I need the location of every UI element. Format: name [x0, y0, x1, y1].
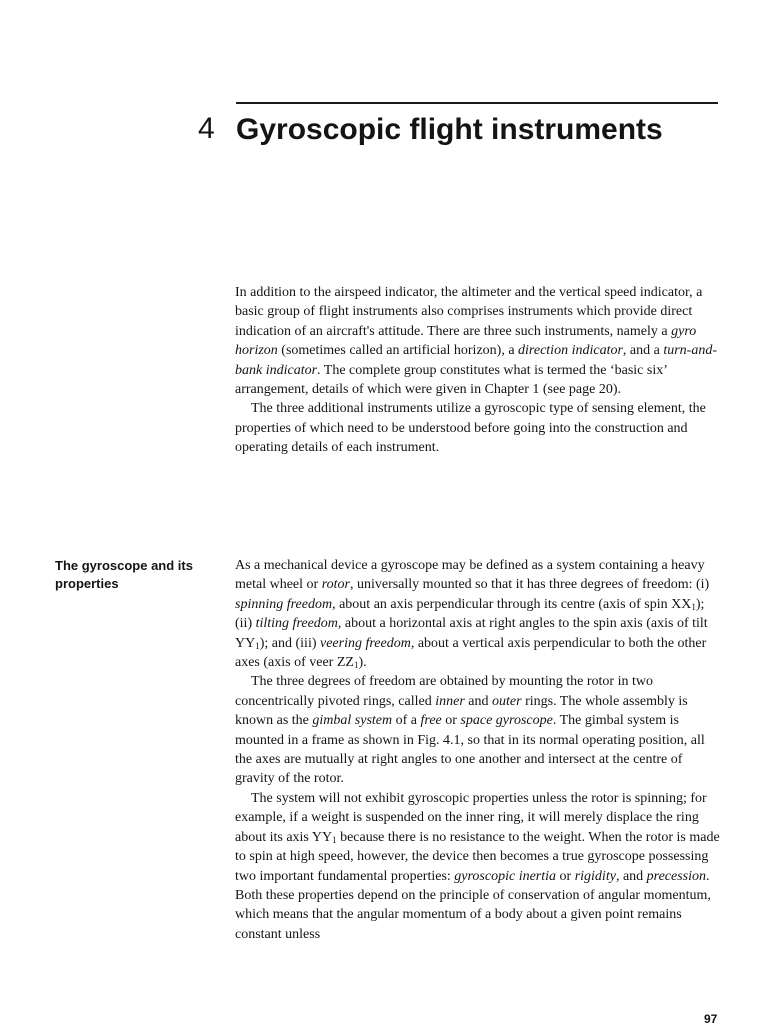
italic-term: outer [492, 693, 522, 709]
intro-paragraph: The three additional instruments utilize a gyroscopic type of sensing element, the properties of which need to be understood before going into the construction and operating details of each instrument. [235, 401, 706, 456]
section-paragraph: The three degrees of freedom are obtained by mounting the rotor in two concentrically pivoted rings, called inner and outer rings. The whole assembly is known as the gimbal system of a free or space gyroscope. The gimbal system is mounted in a frame as shown in Fig. 4.1, so that in its normal operating position, all the axes are mutually at right angles to one another and intersect at the centre of gravity of the rotor. [235, 674, 705, 787]
italic-term: precession [646, 868, 707, 884]
subscript: 1 [691, 601, 696, 612]
subscript: 1 [332, 834, 337, 845]
italic-term: free [420, 713, 442, 729]
subscript: 1 [353, 660, 359, 671]
italic-term: gyro horizon [235, 323, 697, 359]
italic-term: tilting freedom [255, 616, 338, 632]
chapter-title: Gyroscopic flight instruments [236, 113, 663, 146]
subscript: 1 [255, 640, 260, 651]
italic-term: gyroscopic inertia [454, 868, 557, 884]
section-paragraph: The system will not exhibit gyroscopic properties unless the rotor is spinning; for example, if a weight is suspended on the inner ring, it will merely displace the ring about its axis $YY_1$ because there is no resistance to the weight. When the rotor is made to spin at high speed, however, the device then becomes a true gyroscope possessing two important fundamental properties: gyroscopic inertia or rigidity, and precession. Both these properties depend on the principle of conservation of angular momentum, which means that the angular momentum of a body about a given point remains constant unless [235, 790, 720, 942]
italic-term: veering freedom [320, 635, 411, 651]
section-text [235, 556, 723, 944]
chapter-rule [236, 102, 718, 104]
section-paragraph: As a mechanical device a gyroscope may be defined as a system containing a heavy metal wheel or rotor, universally mounted so that it has three degrees of freedom: (i) spinning freedom, about an axis perpendicular through its centre (axis of spin $XX_1$); (ii) tilting freedom, about a horizontal axis at right angles to the spin axis (axis of tilt $YY_1$); and (iii) veering freedom, about a vertical axis perpendicular to both the other axes (axis of veer $ZZ_1$). [235, 558, 710, 671]
italic-term: direction indicator [518, 343, 623, 359]
italic-term: gimbal system [312, 713, 393, 729]
italic-term: turn-and-bank indicator [235, 343, 718, 378]
italic-term: space gyroscope [460, 713, 553, 729]
intro-paragraph: In addition to the airspeed indicator, the altimeter and the vertical speed indicator, a basic group of flight instruments also comprises instruments which provide direct indication of an aircraft's attitude. There are three such instruments, namely a gyro horizon (sometimes called an artificial horizon), a direction indicator, and a turn-and-bank indicator. The complete group constitutes what is termed the ‘basic six’ arrangement, details of which were given in Chapter 1 (see page 20). [235, 285, 718, 398]
italic-term: spinning freedom [235, 596, 333, 612]
italic-term: inner [435, 693, 465, 709]
italic-term: rotor [321, 577, 350, 593]
section-heading: The gyroscope and its properties [55, 558, 193, 591]
page-number: 97 [704, 1012, 718, 1026]
chapter-number: 4 [198, 112, 215, 145]
intro-text [235, 283, 723, 458]
italic-term: rigidity [574, 868, 616, 884]
